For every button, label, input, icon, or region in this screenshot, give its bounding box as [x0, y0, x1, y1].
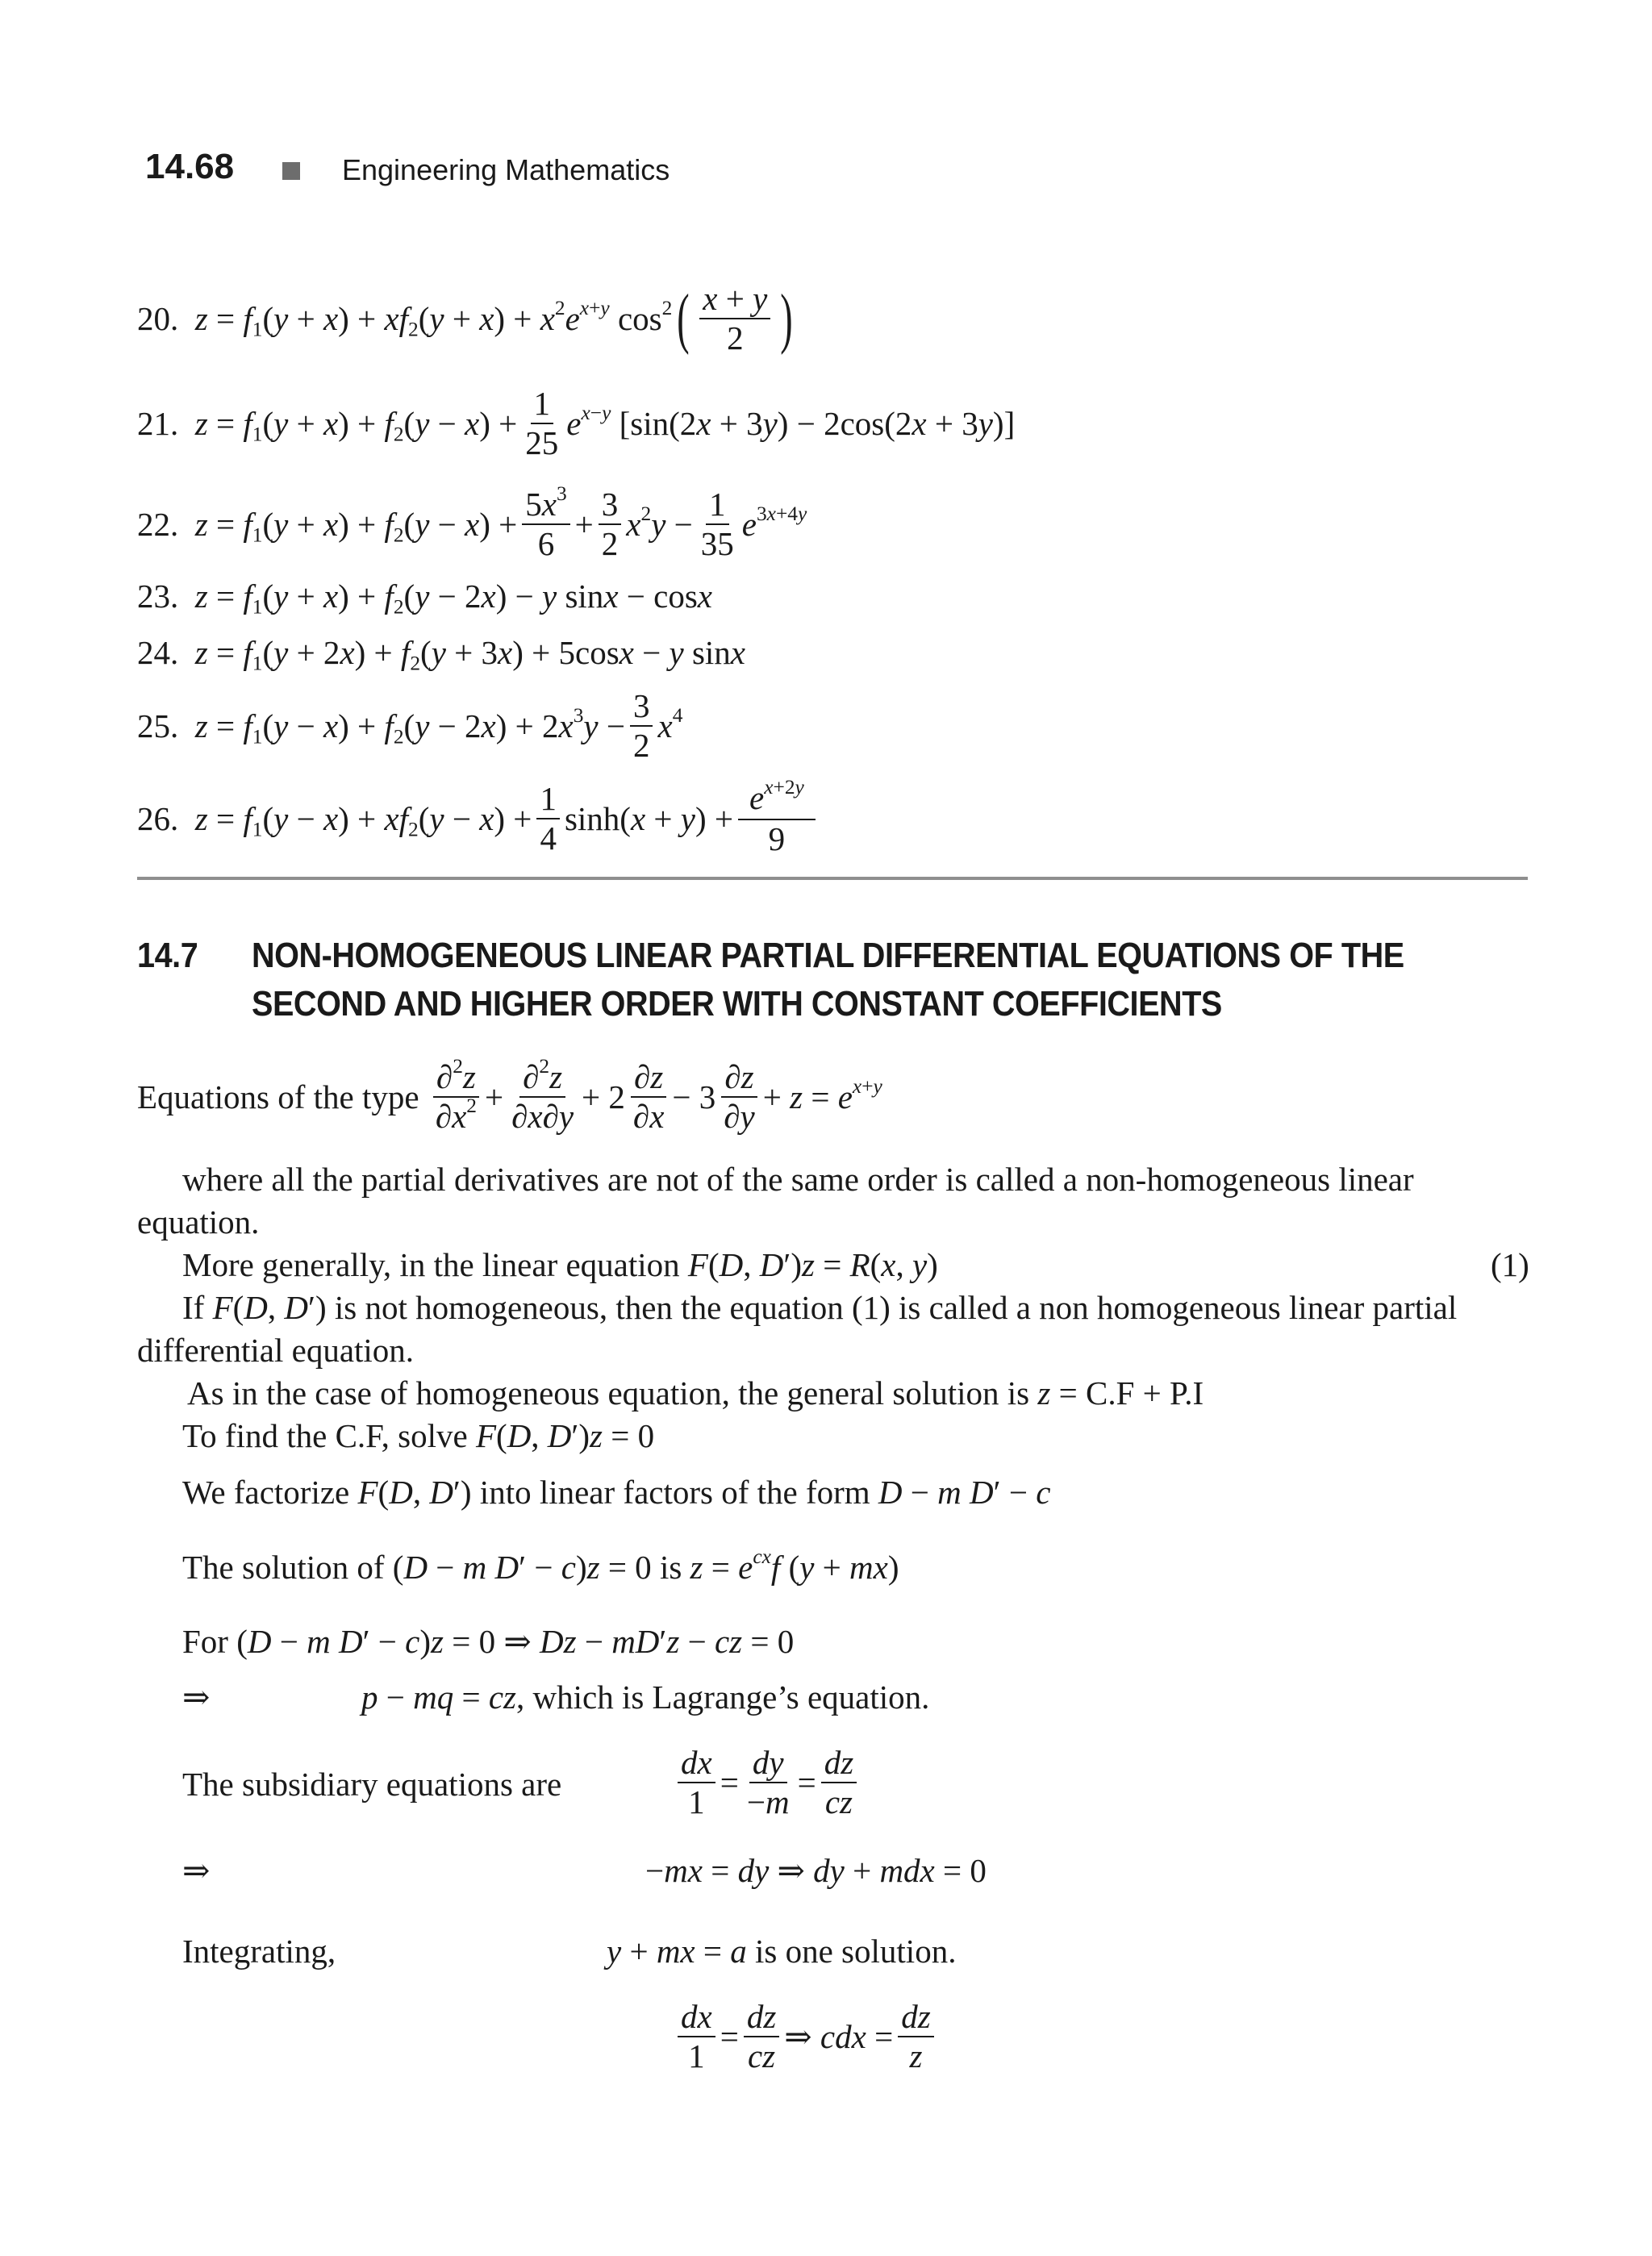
implies-arrow-2: ⇒ [182, 1852, 211, 1889]
paragraph-7: The solution of (D − m D′ − c)z = 0 is $z = e^{cx}f$ (y + mx) [182, 1545, 899, 1586]
answer-number: 23. [137, 578, 179, 615]
answer-number: 22. [137, 506, 179, 543]
book-title: Engineering Mathematics [342, 153, 670, 186]
paragraph-3-line2: differential equation. [137, 1332, 415, 1369]
answer-20: 20. $z = f_1(y + x) + xf_2(y + x) + x^2e^{x+y}$ $\cos^2$ ( $\frac{x + y}{2}$ ) [137, 279, 794, 357]
answer-26: 26. $z = f_1(y - x) + xf_2(y - x)$ + $\frac{1}{4}$ sinh(x + y) + $\frac{e^{x+2y}}{9}$ [137, 774, 820, 863]
answer-number: 21. [137, 405, 179, 442]
answer-24: 24. $z = f_1(y + 2x) + f_2(y + 3x) + 5\cos x - y$ sinx [137, 634, 745, 675]
section-divider [137, 877, 1528, 880]
paragraph-8: For (D − m D′ − c)z = 0 ⇒ Dz − mD′z − cz = 0 [182, 1623, 795, 1660]
final-equation: $\frac{dx}{1}$ = $\frac{dz}{cz}$ ⇒ cdx = $\frac{dz}{z}$ [673, 1992, 939, 2081]
paragraph-5: To find the C.F, solve F(D, D′)z = 0 [182, 1417, 655, 1454]
answer-21: 21. $z = f_1(y + x) + f_2(y - x)$ + $\frac{1}{25}$ $e^{x-y}$ [sin(2x + 3y) − 2cos(2x + 3y)] [137, 384, 1016, 461]
section-number: 14.7 [137, 936, 198, 975]
answer-25: 25. $z = f_1(y - x) + f_2(y - 2x) + 2x^3y$ − $\frac{3}{2}$ $x^4$ [137, 686, 683, 764]
solution-relation: −mx = dy ⇒ dy + mdx = 0 [645, 1852, 987, 1889]
first-solution: y + mx = a is one solution. [607, 1933, 957, 1970]
paragraph-3-line1: If F(D, D′) is not homogeneous, then the equation (1) is called a non homogeneous linear partial [182, 1289, 1458, 1326]
subsidiary-equations: $\frac{dx}{1}$ = $\frac{dy}{-m}$ = $\frac{dz}{cz}$ [673, 1738, 861, 1827]
page-number: 14.68 [145, 147, 235, 186]
equation-number: (1) [1491, 1246, 1529, 1283]
paragraph-4: As in the case of homogeneous equation, the general solution is z = C.F + P.I [187, 1374, 1204, 1412]
lagrange-equation: p − mq = cz, which is Lagrange’s equation. [361, 1678, 930, 1716]
section-title-line2: SECOND AND HIGHER ORDER WITH CONSTANT COEFFICIENTS [252, 984, 1222, 1024]
implies-arrow-1: ⇒ [182, 1678, 211, 1716]
header-square-icon [282, 162, 300, 180]
paragraph-1-line2: equation. [137, 1203, 260, 1241]
answer-number: 26. [137, 800, 179, 837]
integrating-label: Integrating, [182, 1933, 336, 1970]
answer-number: 25. [137, 707, 179, 744]
paragraph-2: More generally, in the linear equation F(D, D′)z = R(x, y) [182, 1246, 938, 1283]
equation-intro: Equations of the type [137, 1078, 419, 1115]
subsidiary-label: The subsidiary equations are [182, 1766, 562, 1803]
answer-number: 24. [137, 634, 179, 671]
example-equation: Equations of the type $\frac{\partial^2z}{\partial x^2}$ + $\frac{\partial^2z}{\partial x\partial y}$ + 2 $\frac{\partial z}{\partial x}$ − 3 $\frac{\partial z}{\partial y}$ + $z = e^{x+y}$ [137, 1054, 882, 1135]
answer-23: 23. $z = f_1(y + x) + f_2(y - 2x) - y$ sinx − cosx [137, 578, 712, 619]
section-title-line1: NON-HOMOGENEOUS LINEAR PARTIAL DIFFERENTIAL EQUATIONS OF THE [252, 936, 1404, 975]
paragraph-1-line1: where all the partial derivatives are not of the same order is called a non-homogeneous linear [182, 1161, 1414, 1198]
answer-22: 22. $z = f_1(y + x) + f_2(y - x)$ + $\frac{5x^3}{6}$ + $\frac{3}{2}$ $x^2y$ − $\frac{1}{35}$ $e^{3x+4y}$ [137, 482, 807, 562]
answer-number: 20. [137, 300, 179, 337]
paragraph-6: We factorize F(D, D′) into linear factors of the form D − m D′ − c [182, 1474, 1051, 1511]
